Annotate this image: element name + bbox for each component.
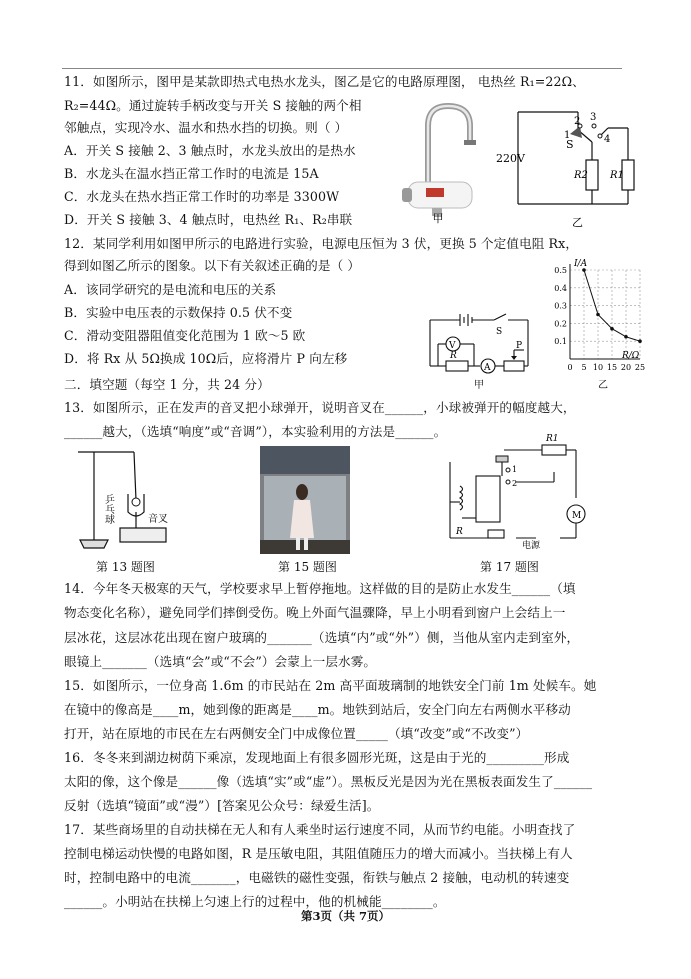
caption-yi: 乙: [598, 380, 608, 391]
experiment-circuit-diagram: [424, 310, 536, 390]
elevator-control-circuit: [436, 434, 596, 554]
motor-label: M: [572, 511, 582, 521]
r-label: R: [456, 527, 463, 537]
text-line: 邻触点，实现冷水、温水和热水挡的切换。则（ ）: [64, 120, 348, 135]
contact-2-label: 2: [512, 479, 518, 488]
x-tick-label: 25: [634, 363, 646, 372]
text-line: C．水龙头在热水挡正常工作时的功率是 3300W: [64, 189, 340, 204]
header-rule: [62, 68, 622, 69]
r2-label: R2: [574, 170, 588, 181]
caption-yi: 乙: [572, 216, 583, 229]
resistor-label: R: [450, 351, 457, 361]
r1-label: R1: [610, 170, 624, 181]
text-line: 层冰花，这层冰花出现在窗户玻璃的_______（选填“内”或“外”）侧，当他从室内走到室外，: [64, 630, 580, 645]
text-line: D．开关 S 接触 3、4 触点时，电热丝 R₁、R₂串联: [64, 212, 353, 227]
text-line: A．该同学研究的是电流和电压的关系: [64, 282, 277, 297]
slider-label: P: [516, 341, 523, 351]
y-tick-label: 0.2: [554, 319, 567, 329]
text-line: R₂=44Ω。通过旋转手柄改变与开关 S 接触的两个相: [64, 98, 362, 113]
text-line: B．水龙头在温水挡正常工作时的电流是 15A: [64, 166, 319, 181]
contact-1-label: 1: [512, 465, 518, 474]
data-point: [596, 313, 600, 317]
section-title: 二．填空题（每空 1 分，共 24 分）: [64, 377, 270, 392]
text-line: 17．某些商场里的自动扶梯在无人和有人乘坐时运行速度不同，从而节约电能。小明查找了: [64, 822, 576, 837]
x-tick-label: 15: [606, 363, 618, 372]
text-line: 16．冬冬来到湖边树荫下乘凉，发现地面上有很多圆形光斑，这是由于光的_________形成: [64, 750, 570, 765]
text-line: C．滑动变阻器阻值变化范围为 1 欧～5 欧: [64, 328, 306, 343]
text-line: 在镜中的像高是____m，她到像的距离是____m。地铁到站后，安全门向左右两侧水平移动: [64, 702, 571, 717]
contact-2-label: 2: [574, 116, 581, 127]
text-line: 15．如图所示，一位身高 1.6m 的市民站在 2m 高平面玻璃制的地铁安全门前 1m 处候车。她: [64, 678, 597, 693]
text-line: 打开，站在原地的市民在左右两侧安全门中成像位置_____（填“改变”或“不改变”）: [64, 726, 529, 741]
text-line: 反射（选填“镜面”或“漫”）[答案见公众号：绿爱生活]。: [64, 798, 380, 813]
y-tick-label: 0.3: [554, 301, 567, 311]
caption-fig17: 第 17 题图: [480, 560, 539, 574]
voltmeter-label: V: [449, 341, 456, 351]
text-line: D．将 Rx 从 5Ω换成 10Ω后，应将滑片 P 向左移: [64, 351, 348, 366]
text-line: A．开关 S 接触 2、3 触点时，水龙头放出的是热水: [64, 143, 356, 158]
page-footer: 第3页（共 7页）: [300, 909, 390, 923]
ball-label: 乒乓球: [102, 494, 114, 524]
data-point: [638, 339, 642, 343]
contact-3-label: 3: [590, 112, 597, 123]
text-line: 14．今年冬天极寒的天气，学校要求早上暂停拖地。这样做的目的是防止水发生______（填: [64, 581, 576, 596]
y-tick-label: 0.5: [554, 266, 567, 275]
subway-platform-photo: [260, 446, 350, 554]
text-line: 时，控制电路中的电流_______，电磁铁的磁性变强，衔铁与触点 2 接触，电动机的转速变: [64, 870, 570, 885]
y-tick-label: 0.4: [554, 283, 567, 293]
contact-4-label: 4: [604, 134, 611, 145]
tuning-fork-figure: [64, 444, 184, 556]
ammeter-label: A: [484, 363, 491, 373]
text-line: 眼镜上_______（选填“会”或“不会”）会蒙上一层水雾。: [64, 654, 377, 669]
text-line: 控制电梯运动快慢的电路如图，R 是压敏电阻，其阻值随压力的增大而减小。当扶梯上有人: [64, 846, 573, 861]
text-line: 11．如图所示，图甲是某款即热式电热水龙头，图乙是它的电路原理图， 电热丝 R₁=22Ω、: [64, 74, 585, 89]
caption-jia: 甲: [432, 212, 444, 225]
heater-circuit-diagram: [488, 92, 640, 232]
text-line: ______越大，（选填“响度”或“音调”），本实验利用的方法是______。: [64, 424, 447, 439]
voltage-label: 220V: [496, 152, 525, 165]
caption-jia: 甲: [474, 380, 484, 391]
text-line: 13．如图所示，正在发声的音叉把小球弹开，说明音叉在______，小球被弹开的幅度越大，: [64, 400, 576, 415]
current-resistance-chart: [536, 256, 656, 392]
text-line: 12．某同学利用如图甲所示的电路进行实验，电源电压恒为 3 伏，更换 5 个定值电阻 Rx，: [64, 236, 579, 251]
data-point: [624, 335, 628, 339]
fork-label: 音叉: [148, 514, 168, 525]
power-label: 电源: [522, 541, 541, 551]
contact-1-label: 1: [564, 130, 571, 141]
y-axis-label: I/A: [574, 259, 588, 269]
x-tick-label: 10: [592, 363, 604, 372]
x-tick-label: 0: [567, 363, 573, 372]
text-line: B．实验中电压表的示数保持 0.5 伏不变: [64, 305, 293, 320]
caption-fig13: 第 13 题图: [96, 560, 155, 574]
text-line: 太阳的像，这个像是______像（选填“实”或“虚”）。黑板反光是因为光在黑板表面发生了______: [64, 774, 593, 789]
faucet-figure: [398, 96, 490, 228]
text-line: 物态变化名称），避免同学们摔倒受伤。晚上外面气温骤降，早上小明看到窗户上会结上一: [64, 605, 566, 620]
x-axis-label: R/Ω: [622, 351, 640, 361]
x-tick-label: 20: [620, 363, 632, 372]
switch-label: S: [496, 327, 503, 337]
caption-fig15: 第 15 题图: [278, 560, 337, 574]
x-tick-label: 5: [581, 363, 587, 372]
text-line: 得到如图乙所示的图象。以下有关叙述正确的是（ ）: [64, 258, 361, 273]
r1-label: R1: [546, 434, 559, 444]
y-tick-label: 0.1: [554, 337, 567, 347]
data-point: [610, 327, 614, 331]
text-line: ______。小明站在扶梯上匀速上行的过程中，他的机械能________。: [64, 894, 446, 909]
switch-label: S: [566, 138, 574, 151]
